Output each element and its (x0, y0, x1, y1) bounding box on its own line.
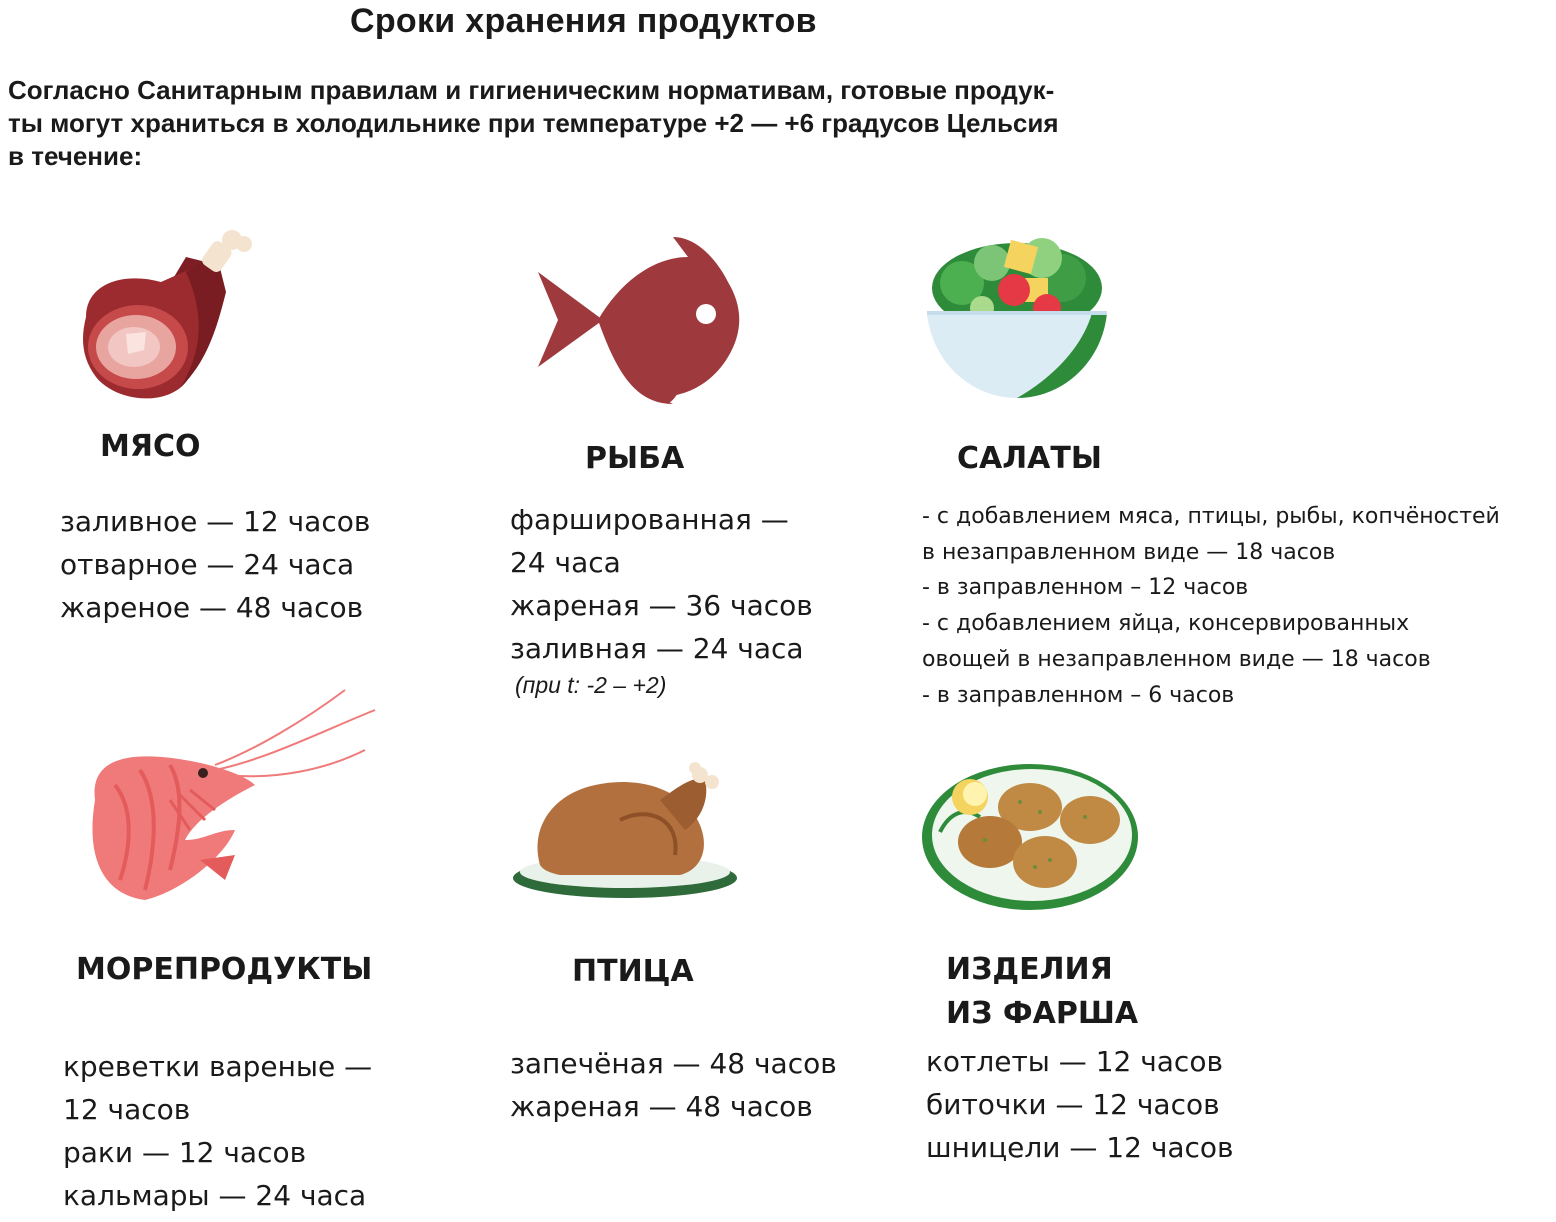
category-items (63, 1045, 372, 1217)
list-item: раки — 12 часов (63, 1136, 307, 1169)
intro-paragraph (8, 74, 1238, 173)
list-item: отварное — 24 часа (60, 548, 355, 581)
salad-bowl-icon (922, 228, 1112, 403)
intro-line: Согласно Санитарным правилам и гигиеническим нормативам, готовые продук- (8, 75, 1055, 105)
category-heading: ИЗДЕЛИЯ (946, 952, 1113, 987)
category-items (922, 499, 1500, 713)
fish-icon (538, 232, 743, 407)
list-item: биточки — 12 часов (926, 1088, 1220, 1121)
list-item: 24 часа (510, 546, 621, 579)
category-items (510, 1042, 837, 1128)
list-item: - в заправленном – 12 часов (922, 575, 1249, 601)
list-item: в незаправленном виде — 18 часов (922, 539, 1336, 565)
category-items (60, 500, 370, 629)
category-items (926, 1040, 1234, 1169)
category-heading: РЫБА (585, 441, 685, 476)
page-title: Сроки хранения продуктов (350, 2, 817, 40)
list-item: жареная — 36 часов (510, 589, 813, 622)
category-items (510, 498, 813, 670)
category-heading: ПТИЦА (572, 954, 694, 989)
list-item: жареная — 48 часов (510, 1090, 813, 1123)
list-item: 12 часов (63, 1093, 191, 1126)
list-item: фаршированная — (510, 503, 789, 536)
roast-chicken-icon (510, 760, 740, 910)
list-item: заливная — 24 часа (510, 632, 804, 665)
intro-line: ты могут храниться в холодильнике при температуре +2 — +6 градусов Цельсия (8, 108, 1059, 138)
list-item: кальмары — 24 часа (63, 1179, 367, 1212)
intro-line: в течение: (8, 141, 143, 171)
list-item: котлеты — 12 часов (926, 1045, 1223, 1078)
list-item: шницели — 12 часов (926, 1131, 1234, 1164)
list-item: - в заправленном – 6 часов (922, 682, 1235, 708)
list-item: жареное — 48 часов (60, 591, 364, 624)
list-item: креветки вареные — (63, 1050, 373, 1083)
list-item: запечёная — 48 часов (510, 1047, 837, 1080)
cutlets-plate-icon (920, 762, 1140, 912)
category-heading: МЯСО (100, 429, 201, 464)
list-item: заливное — 12 часов (60, 505, 371, 538)
category-heading: ИЗ ФАРША (946, 996, 1139, 1031)
shrimp-icon (75, 690, 380, 905)
category-heading: САЛАТЫ (957, 441, 1102, 476)
ham-icon (66, 222, 256, 407)
list-item: овощей в незаправленном виде — 18 часов (922, 646, 1431, 672)
list-item: - с добавлением мяса, птицы, рыбы, копчёностей (922, 504, 1500, 529)
list-item: - с добавлением яйца, консервированных (922, 611, 1410, 637)
temperature-note: (при t: -2 – +2) (515, 672, 667, 698)
category-heading: МОРЕПРОДУКТЫ (76, 952, 373, 987)
